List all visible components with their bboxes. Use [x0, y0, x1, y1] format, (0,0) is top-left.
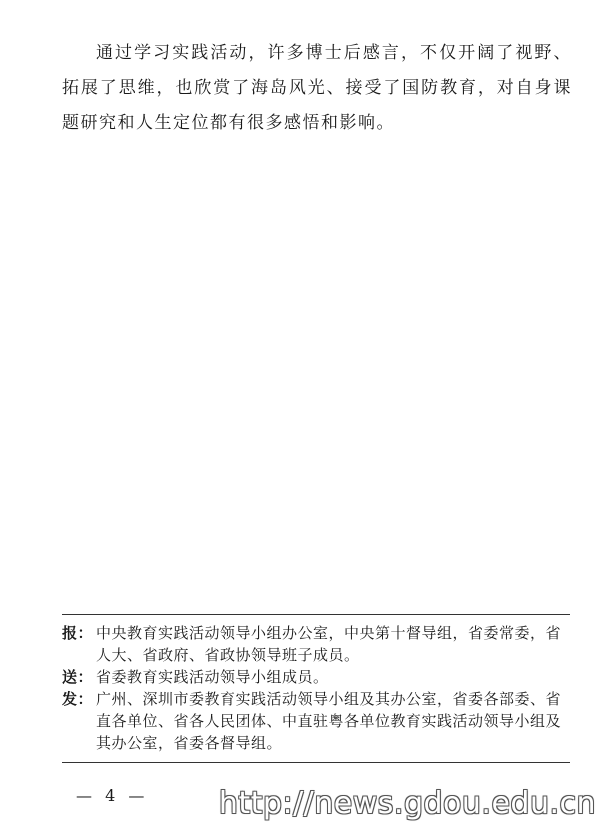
- page-number: — 4 —: [76, 786, 149, 805]
- distribution-bottom-rule: [62, 762, 570, 763]
- distribution-row-report: [62, 622, 570, 666]
- distribution-key-issue: 发：: [62, 690, 94, 708]
- body-paragraph: 通过学习实践活动，许多博士后感言，不仅开阔了视野、拓展了思维，也欣赏了海岛风光、接受了国防教育，对自身课题研究和人生定位都有很多感悟和影响。: [62, 43, 572, 133]
- distribution-list: [62, 622, 570, 754]
- watermark-url: http://news.gdou.edu.cn: [218, 786, 596, 821]
- distribution-key-report: 报：: [62, 624, 94, 642]
- distribution-key-send: 送：: [62, 668, 94, 686]
- distribution-value-report: 中央教育实践活动领导小组办公室，中央第十督导组，省委常委，省人大、省政府、省政协领导班子成员。: [96, 624, 562, 664]
- distribution-row-send: [62, 666, 570, 688]
- distribution-row-issue: [62, 688, 570, 754]
- distribution-top-rule: [62, 614, 570, 615]
- distribution-value-send: 省委教育实践活动领导小组成员。: [96, 668, 329, 686]
- distribution-value-issue: 广州、深圳市委教育实践活动领导小组及其办公室，省委各部委、省直各单位、省各人民团体、中直驻粤各单位教育实践活动领导小组及其办公室，省委各督导组。: [96, 690, 562, 752]
